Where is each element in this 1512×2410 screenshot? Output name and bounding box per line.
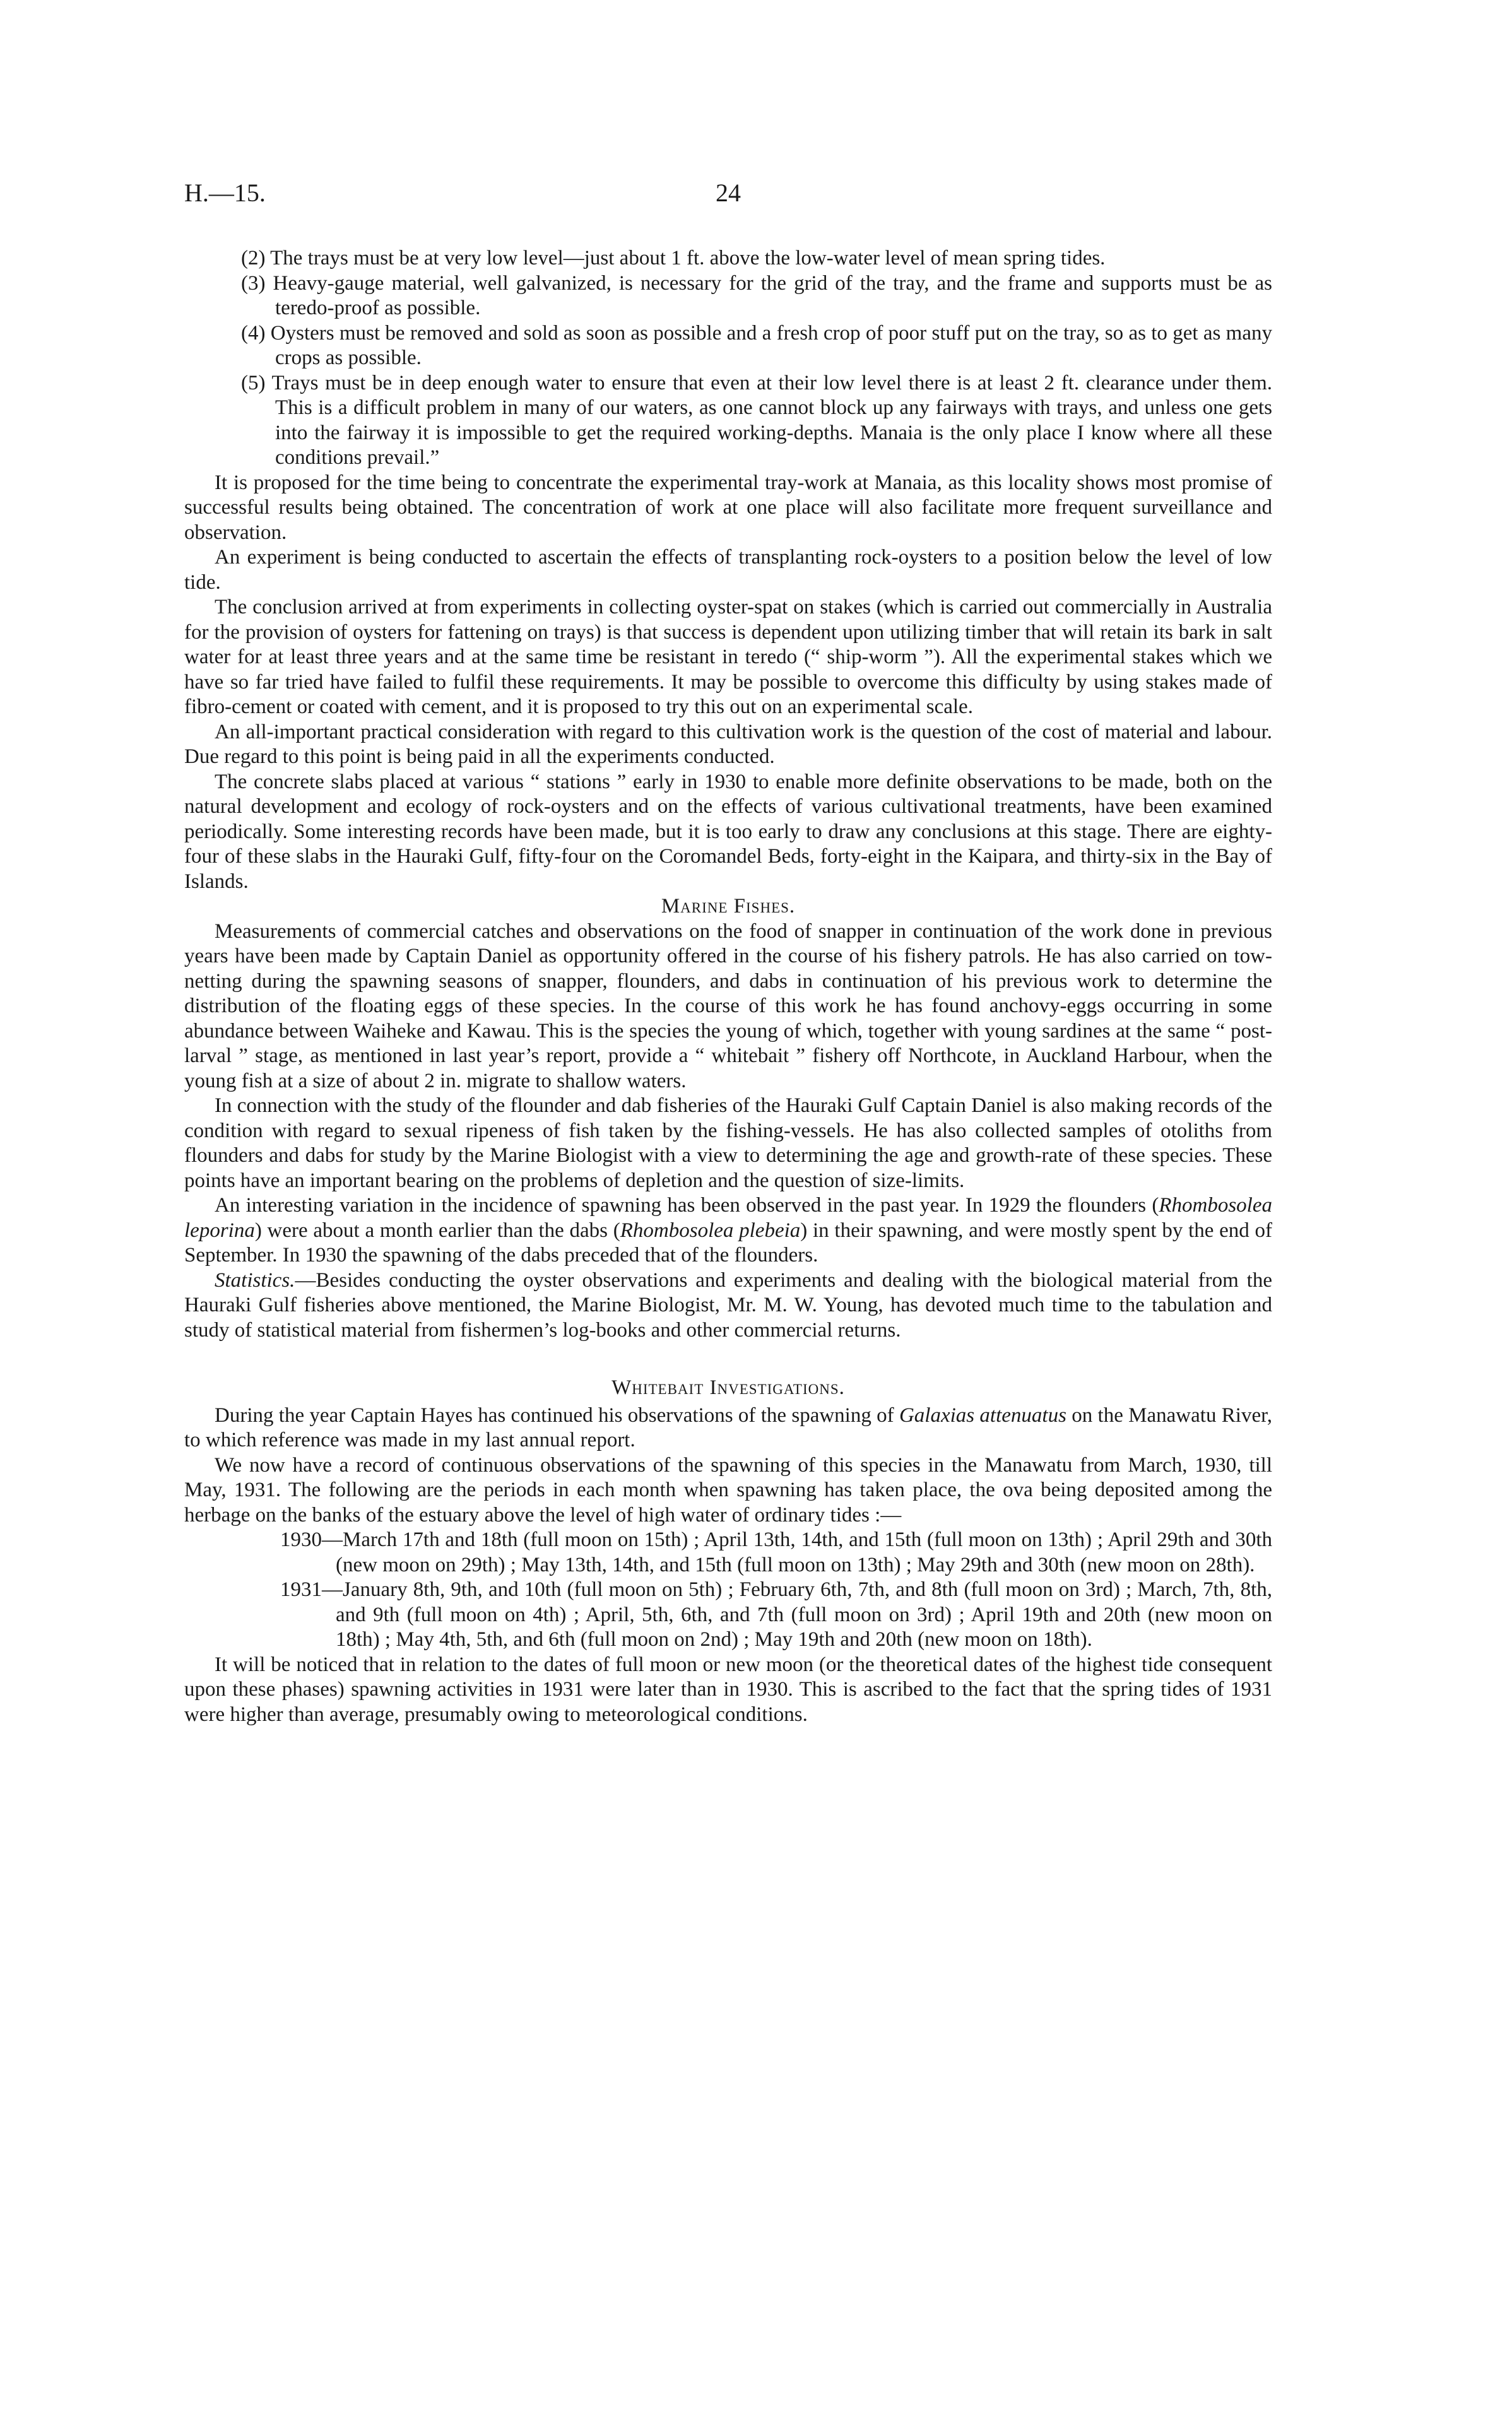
species-name: Rhombosolea plebeia [620,1219,801,1242]
paragraph-statistics [184,1268,1272,1344]
statistics-label: Statistics. [215,1268,295,1292]
dates-1930: 1930—March 17th and 18th (full moon on 15th) ; April 13th, 14th, and 15th (full moon on 13th) ; April 29th and 30th (new moon on 29th) ; May 13th, 14th, and 15th (full moon on 13th) ; May 29th and 30th (new moon on 28th). [280,1528,1272,1576]
text-run: An interesting variation in the incidence of spawning has been observed in the past year. In 1929 the flounders ( [215,1194,1159,1217]
list-item: (5) Trays must be in deep enough water to ensure that even at their low level there is at least 2 ft. clearance under them. This is a difficult problem in many of our waters, as one cannot block up any fairways with trays, and unless one gets into the fairway it is impossible to get the required working-depths. Manaia is the only place I know where all these conditions prevail.” [241,371,1272,469]
paragraph-spawning-variation [184,1193,1272,1268]
text-run: on the Manawatu River, to which reference was made in my last annual report. [184,1403,1273,1451]
species-name: Galaxias attenuatus [899,1403,1066,1427]
section-heading-marine-fishes: Marine Fishes. [661,895,796,918]
text-run: —Besides conducting the oyster observations and experiments and dealing with the biological material from the Hauraki Gulf fisheries above mentioned, the Marine Biologist, Mr. M. W. Young, has devoted much time to the tabulation and study of statistical material from fishermen’s log-books and other commercial returns. [184,1268,1272,1342]
paragraph-transplanting: An experiment is being conducted to ascertain the effects of transplanting rock-oysters to a position below the level of low tide. [184,546,1272,594]
paragraph-concrete-slabs: The concrete slabs placed at various “ stations ” early in 1930 to enable more definite observations to be made, both on the natural development and ecology of rock-oysters and on the effects of various cultivational treatments, have been examined periodically. Some interesting records have been made, but it is too early to draw any conclusions at this stage. There are eighty-four of these slabs in the Hauraki Gulf, fifty-four on the Coromandel Beds, forty-eight in the Kaipara, and thirty-six in the Bay of Islands. [184,770,1272,893]
section-heading-whitebait: Whitebait Investigations. [611,1376,845,1399]
paragraph-cost: An all-important practical consideration with regard to this cultivation work is the question of the cost of material and labour. Due regard to this point is being paid in all the experiments conducted. [184,720,1272,768]
page-number: 24 [716,179,741,207]
text-run: During the year Captain Hayes has continued his observations of the spawning of [215,1403,899,1427]
species-name: Rhombosolea leporina [184,1194,1272,1242]
paragraph-galaxias [184,1403,1272,1453]
paragraph-flounder-dab: In connection with the study of the flounder and dab fisheries of the Hauraki Gulf Captain Daniel is also making records of the condition with regard to sexual ripeness of fish taken by the fishing-vessels. He has also collected samples of otoliths from flounders and dabs for study by the Marine Biologist with a view to determining the age and growth-rate of these species. These points have an important bearing on the problems of depletion and the question of size-limits. [184,1094,1272,1192]
paragraph-snapper: Measurements of commercial catches and observations on the food of snapper in continuation of the work done in previous years have been made by Captain Daniel as opportunity offered in the course of his fishery patrols. He has also carried on tow-netting during the spawning seasons of snapper, flounders, and dabs in continuation of his previous work to determine the distribution of the floating eggs of these species. In the course of this work he has found anchovy-eggs occurring in some abundance between Waiheke and Kawau. This is the species the young of which, together with young sardines at the same “ post-larval ” stage, as mentioned in last year’s report, provide a “ whitebait ” fishery off Northcote, in Auckland Harbour, when the young fish at a size of about 2 in. migrate to shallow waters. [184,919,1272,1092]
dates-1931: 1931—January 8th, 9th, and 10th (full moon on 5th) ; February 6th, 7th, and 8th (full moon on 3rd) ; March, 7th, 8th, and 9th (full moon on 4th) ; April, 5th, 6th, and 7th (full moon on 3rd) ; April 19th and 20th (new moon on 18th) ; May 4th, 5th, and 6th (full moon on 2nd) ; May 19th and 20th (new moon on 18th). [280,1578,1272,1651]
paragraph-stakes: The conclusion arrived at from experiments in collecting oyster-spat on stakes (which is carried out commercially in Australia for the provision of oysters for fattening on trays) is that success is dependent upon utilizing timber that will retain its bark in salt water for at least three years and at the same time be resistant in teredo (“ ship-worm ”). All the experimental stakes which we have so far tried have failed to fulfil these requirements. It may be possible to overcome this difficulty by using stakes made of fibro-cement or coated with cement, and it is proposed to try this out on an experimental scale. [184,596,1272,718]
text-run: ) in their spawning, and were mostly spent by the end of September. In 1930 the spawning of the dabs preceded that of the flounders. [184,1219,1272,1267]
body-text [184,246,1272,1727]
paragraph-manawatu-record: We now have a record of continuous observations of the spawning of this species in the Manawatu from March, 1930, till May, 1931. The following are the periods in each month when spawning has taken place, the ova being deposited among the herbage on the banks of the estuary above the level of high water of ordinary tides :— [184,1453,1272,1527]
list-item: (2) The trays must be at very low level—just about 1 ft. above the low-water level of mean spring tides. [241,247,1106,269]
list-item: (3) Heavy-gauge material, well galvanized, is necessary for the grid of the tray, and the frame and supports must be as teredo-proof as possible. [241,271,1272,319]
paragraph-tray-work: It is proposed for the time being to concentrate the experimental tray-work at Manaia, as this locality shows most promise of successful results being obtained. The concentration of work at one place will also facilitate more frequent surveillance and observation. [184,471,1272,544]
paragraph-spring-tides: It will be noticed that in relation to the dates of full moon or new moon (or the theoretical dates of the highest tide consequent upon these phases) spawning activities in 1931 were later than in 1930. This is ascribed to the fact that the spring tides of 1931 were higher than average, presumably owing to meteorological conditions. [184,1653,1272,1726]
page-header [184,178,1272,216]
document-code: H.—15. [184,179,266,207]
list-item: (4) Oysters must be removed and sold as soon as possible and a fresh crop of poor stuff put on the tray, so as to get as many crops as possible. [241,321,1272,369]
text-run: ) were about a month earlier than the dabs ( [254,1219,620,1242]
